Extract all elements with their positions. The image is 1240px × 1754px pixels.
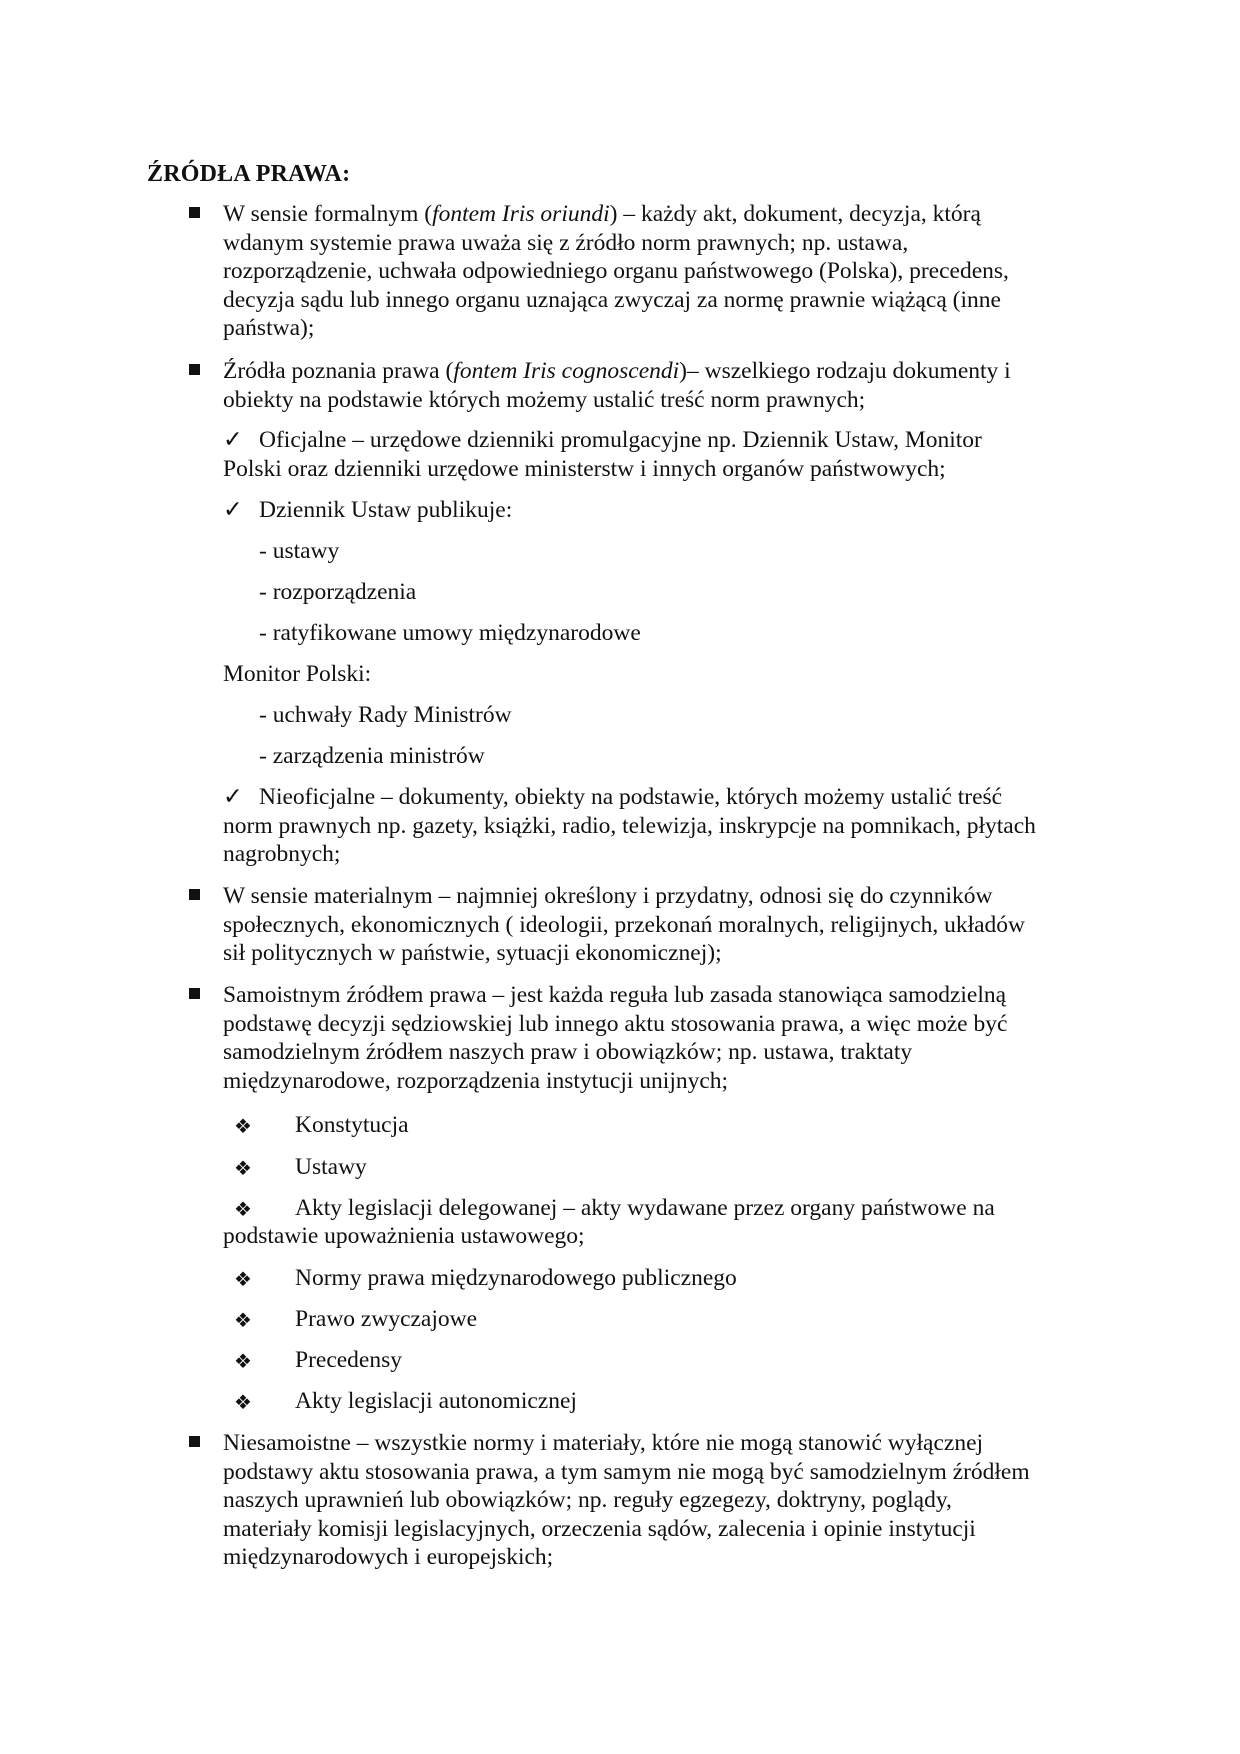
monitor-title: Monitor Polski: bbox=[223, 661, 372, 687]
diamond-bullet-icon: ❖ bbox=[234, 1267, 252, 1291]
diamond-bullet-icon: ❖ bbox=[234, 1197, 252, 1221]
paragraph-cognition bbox=[223, 357, 1098, 414]
square-bullet-icon bbox=[189, 988, 200, 999]
latin-term: fontem Iris oriundi bbox=[432, 201, 610, 227]
checkmark-icon: ✓ bbox=[223, 427, 243, 453]
paragraph-formal bbox=[223, 200, 1098, 343]
diamond-bullet-icon: ❖ bbox=[234, 1156, 252, 1180]
list-item: - ustawy bbox=[259, 538, 340, 564]
list-item: Akty legislacji delegowanej – akty wydawane przez organy państwowe na bbox=[295, 1195, 995, 1221]
list-item: Ustawy bbox=[295, 1154, 367, 1180]
text-line: obiekty na podstawie których możemy ustalić treść norm prawnych; bbox=[223, 386, 866, 413]
text-line: Polski oraz dzienniki urzędowe ministerstw i innych organów państwowych; bbox=[223, 455, 946, 482]
text-line: naszych uprawnień lub obowiązków; np. reguły egzegezy, doktryny, poglądy, bbox=[223, 1487, 952, 1514]
text-line: decyzja sądu lub innego organu uznająca zwyczaj za normę prawnie wiążącą (inne bbox=[223, 286, 1001, 313]
square-bullet-icon bbox=[189, 889, 200, 900]
list-item: - ratyfikowane umowy międzynarodowe bbox=[259, 620, 641, 646]
list-item: - uchwały Rady Ministrów bbox=[259, 702, 512, 728]
text-line: Niesamoistne – wszystkie normy i materiały, które nie mogą stanowić wyłącznej bbox=[223, 1430, 984, 1456]
paragraph-dependent bbox=[223, 1429, 1098, 1572]
text-line: społecznych, ekonomicznych ( ideologii, przekonań moralnych, religijnych, układów bbox=[223, 911, 1026, 938]
paragraph-official bbox=[223, 426, 1098, 483]
list-item: Prawo zwyczajowe bbox=[295, 1306, 478, 1332]
paragraph-dziennik bbox=[223, 496, 1098, 525]
square-bullet-icon bbox=[189, 207, 200, 218]
text-line: państwa); bbox=[223, 315, 315, 342]
text-line: wdanym systemie prawa uważa się z źródło norm prawnych; np. ustawa, bbox=[223, 229, 909, 256]
text-line: rozporządzenie, uchwała odpowiedniego organu państwowego (Polska), precedens, bbox=[223, 258, 1009, 285]
list-item: Konstytucja bbox=[295, 1112, 409, 1138]
list-item: Akty legislacji autonomicznej bbox=[295, 1388, 577, 1414]
list-item: - rozporządzenia bbox=[259, 579, 417, 605]
text-line: sił politycznych w państwie, sytuacji ekonomicznej); bbox=[223, 940, 722, 967]
diamond-bullet-icon: ❖ bbox=[234, 1308, 252, 1332]
text-line: ✓ Oficjalne – urzędowe dzienniki promulgacyjne np. Dziennik Ustaw, Monitor bbox=[223, 427, 982, 453]
text-line: ✓ Dziennik Ustaw publikuje: bbox=[223, 497, 513, 523]
list-item: Precedensy bbox=[295, 1347, 403, 1373]
text-line: Źródła poznania prawa (fontem Iris cognoscendi)– wszelkiego rodzaju dokumenty i bbox=[223, 358, 1011, 384]
list-item: Normy prawa międzynarodowego publicznego bbox=[295, 1265, 737, 1291]
paragraph-independent bbox=[223, 981, 1098, 1095]
text-line: ✓ Nieoficjalne – dokumenty, obiekty na podstawie, których możemy ustalić treść bbox=[223, 784, 1003, 810]
paragraph-material bbox=[223, 882, 1098, 968]
checkmark-icon: ✓ bbox=[223, 497, 243, 523]
page-title: ŹRÓDŁA PRAWA: bbox=[147, 161, 351, 187]
text-line: podstawę decyzji sędziowskiej lub innego aktu stosowania prawa, a więc może być bbox=[223, 1010, 1008, 1037]
checkmark-icon: ✓ bbox=[223, 784, 243, 810]
text-line: międzynarodowe, rozporządzenia instytucji unijnych; bbox=[223, 1067, 729, 1094]
diamond-bullet-icon: ❖ bbox=[234, 1349, 252, 1373]
text-line: podstawie upoważnienia ustawowego; bbox=[223, 1223, 585, 1249]
list-item: - zarządzenia ministrów bbox=[259, 743, 485, 769]
text-line: W sensie materialnym – najmniej określony i przydatny, odnosi się do czynników bbox=[223, 883, 993, 909]
text-line: materiały komisji legislacyjnych, orzeczenia sądów, zalecenia i opinie instytucji bbox=[223, 1515, 976, 1542]
square-bullet-icon bbox=[189, 364, 200, 375]
text-line: podstawy aktu stosowania prawa, a tym samym nie mogą być samodzielnym źródłem bbox=[223, 1458, 1030, 1485]
paragraph-unofficial bbox=[223, 783, 1098, 869]
text-line: Samoistnym źródłem prawa – jest każda reguła lub zasada stanowiąca samodzielną bbox=[223, 982, 1007, 1008]
text-line: nagrobnych; bbox=[223, 841, 341, 868]
diamond-bullet-icon: ❖ bbox=[234, 1390, 252, 1414]
diamond-bullet-icon: ❖ bbox=[234, 1114, 252, 1138]
text-line: norm prawnych np. gazety, książki, radio, telewizja, inskrypcje na pomnikach, płytach bbox=[223, 812, 1036, 839]
text-line: samodzielnym źródłem naszych praw i obowiązków; np. ustawa, traktaty bbox=[223, 1039, 913, 1066]
square-bullet-icon bbox=[189, 1436, 200, 1447]
text-line: W sensie formalnym (fontem Iris oriundi) – każdy akt, dokument, decyzja, którą bbox=[223, 201, 981, 227]
latin-term: fontem Iris cognoscendi bbox=[453, 358, 680, 384]
text-line: międzynarodowych i europejskich; bbox=[223, 1544, 554, 1571]
